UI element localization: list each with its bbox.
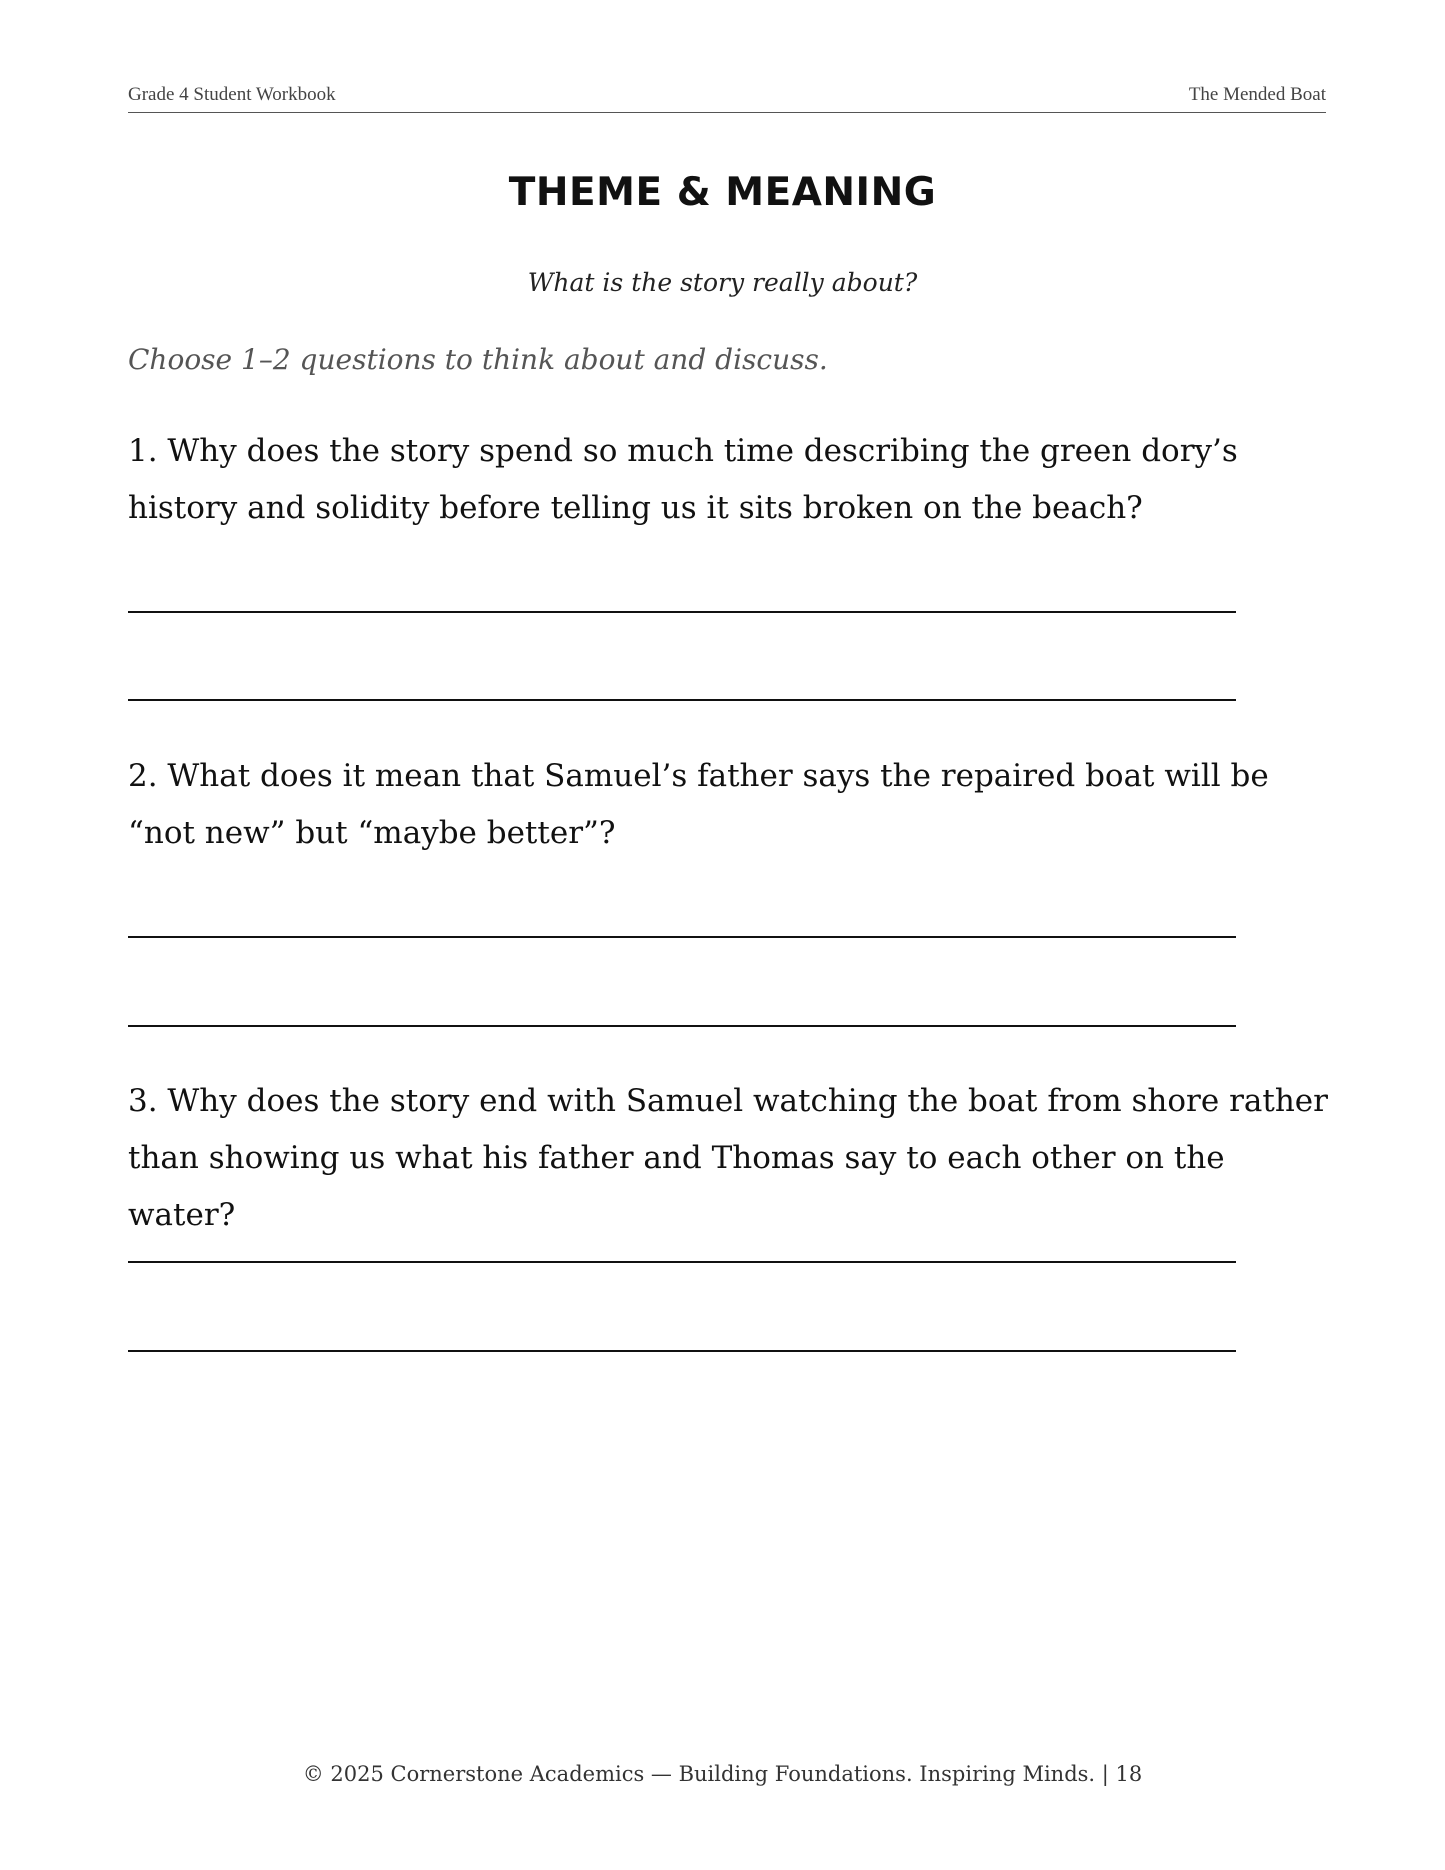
question-3: 3. Why does the story end with Samuel watching the boat from shore rather than showing us what his father and Thomas say to each other on the water? xyxy=(128,1083,1328,1233)
question-1: 1. Why does the story spend so much time describing the green dory’s history and solidity before telling us it sits broken on the beach? xyxy=(128,433,1238,526)
answer-line-3b[interactable] xyxy=(128,1350,1236,1352)
answer-line-3a[interactable] xyxy=(128,1261,1236,1263)
answer-line-2b[interactable] xyxy=(128,1025,1236,1027)
header-story-title: The Mended Boat xyxy=(1188,84,1326,105)
instructions-text: Choose 1–2 questions to think about and discuss. xyxy=(128,343,828,376)
page-subtitle: What is the story really about? xyxy=(527,268,918,297)
page-title: THEME & MEANING xyxy=(508,170,937,215)
answer-line-1b[interactable] xyxy=(128,699,1236,701)
page-footer: © 2025 Cornerstone Academics — Building Foundations. Inspiring Minds. | 18 xyxy=(302,1762,1143,1786)
answer-line-1a[interactable] xyxy=(128,611,1236,613)
running-header xyxy=(128,84,1326,113)
question-2: 2. What does it mean that Samuel’s father says the repaired boat will be “not new” but “maybe better”? xyxy=(128,758,1269,851)
header-workbook-label: Grade 4 Student Workbook xyxy=(128,84,336,105)
answer-line-2a[interactable] xyxy=(128,936,1236,938)
